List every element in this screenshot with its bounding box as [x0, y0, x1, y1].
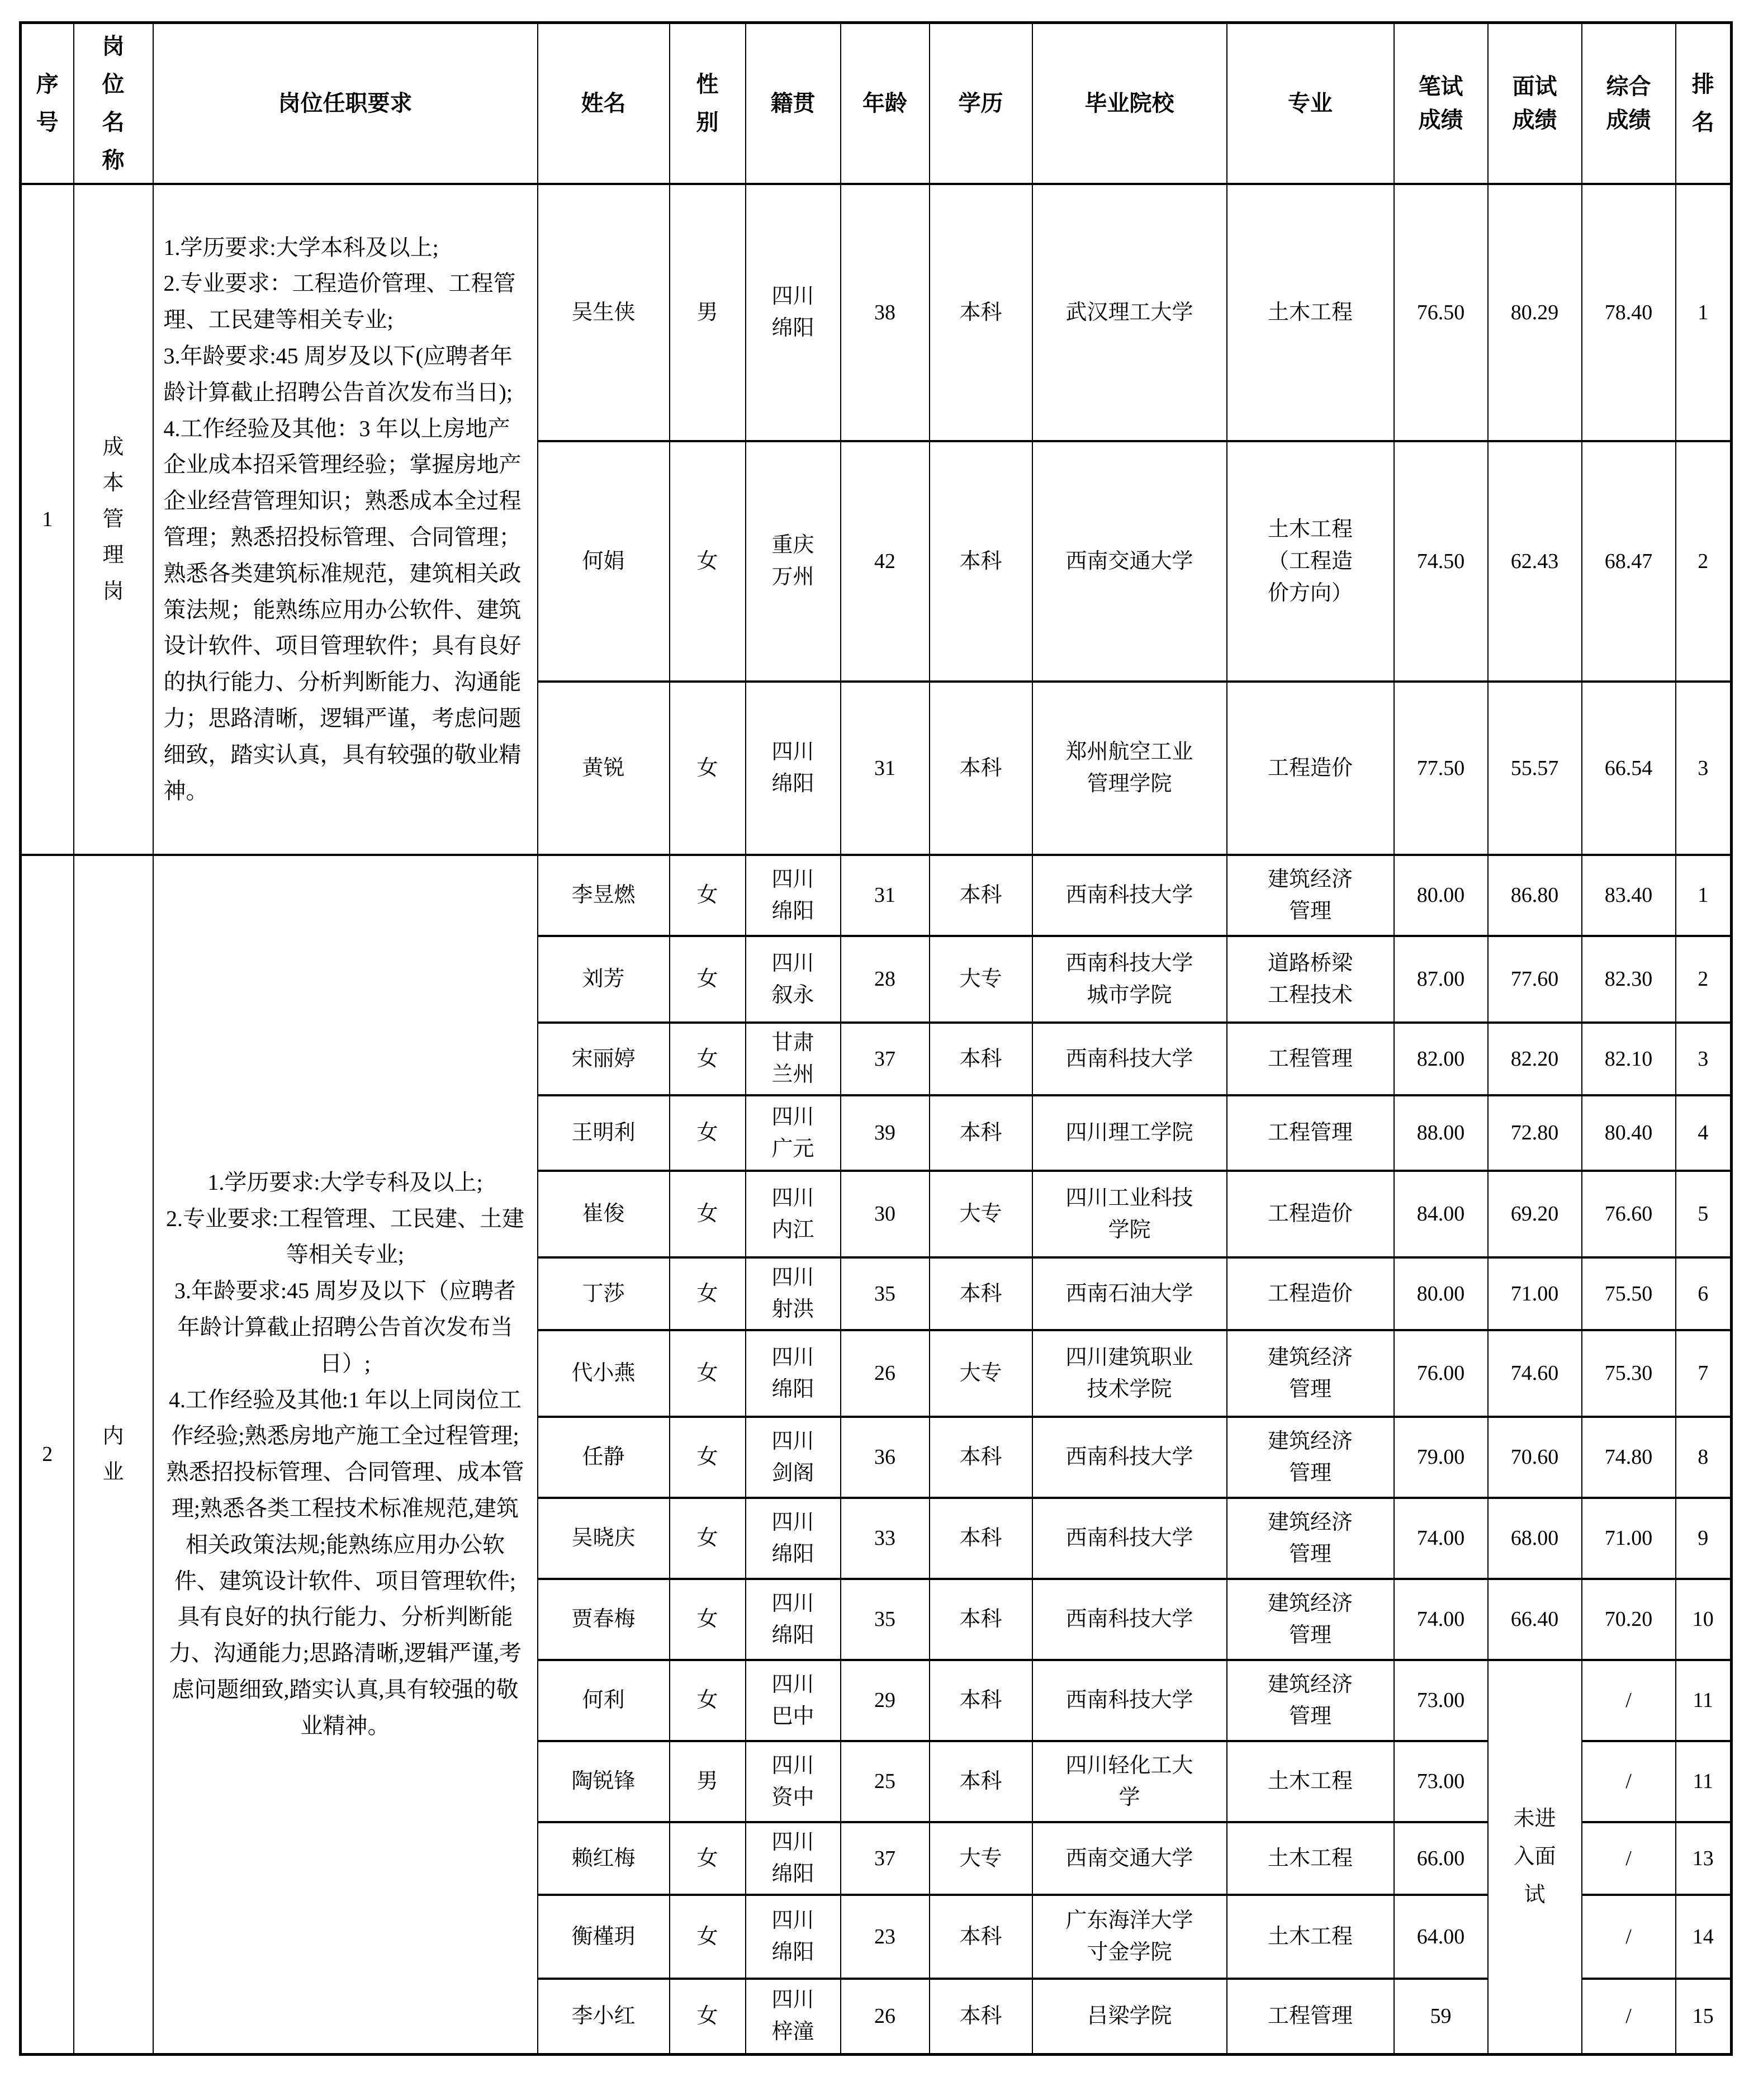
requirement-item: 1.学历要求:大学专科及以上;	[207, 1169, 483, 1195]
interview-score-cell: 74.60	[1488, 1330, 1582, 1417]
school-cell	[1032, 1257, 1227, 1330]
school-cell-text: 西南科技大学	[1065, 1047, 1193, 1071]
gender-cell: 女	[670, 1660, 746, 1741]
interview-score-cell: 82.20	[1488, 1023, 1582, 1095]
interview-score-cell: 86.80	[1488, 855, 1582, 936]
requirement-item: 4.工作经验及其他：3 年以上房地产企业成本招采管理经验；掌握房地产企业经营管理知识；熟悉成本全过程管理；熟悉招投标管理、合同管理；熟悉各类建筑标准规范，建筑相关政策法规；能熟练应用办公软件、建筑设计软件、项目管理软件；具有良好的执行能力、分析判断能力、沟通能力；思路清晰，逻辑严谨，考虑问题细致，踏实认真，具有较强的敬业精神。	[163, 415, 522, 803]
major-cell	[1227, 1330, 1394, 1417]
education-cell: 大专	[930, 1171, 1032, 1257]
gender-cell: 女	[670, 1979, 746, 2054]
name-cell: 代小燕	[538, 1330, 670, 1417]
overall-score-cell: 82.30	[1582, 936, 1676, 1023]
age-cell: 35	[841, 1579, 930, 1660]
header-row	[21, 23, 1732, 185]
overall-score-cell: 70.20	[1582, 1579, 1676, 1660]
overall-score-cell: 78.40	[1582, 184, 1676, 441]
major-cell	[1227, 1822, 1394, 1895]
gender-cell: 女	[670, 1417, 746, 1498]
interview-score-cell: 62.43	[1488, 441, 1582, 682]
seq-cell: 2	[21, 855, 74, 2054]
interview-score-cell: 69.20	[1488, 1171, 1582, 1257]
interview-score-cell: 80.29	[1488, 184, 1582, 441]
name-cell: 吴生侠	[538, 184, 670, 441]
school-cell	[1032, 1660, 1227, 1741]
gender-cell: 女	[670, 1023, 746, 1095]
major-cell-text: 工程管理	[1267, 2004, 1353, 2028]
major-cell	[1227, 936, 1394, 1023]
name-cell: 黄锐	[538, 682, 670, 855]
rank-cell: 13	[1676, 1822, 1732, 1895]
overall-score-cell: 76.60	[1582, 1171, 1676, 1257]
age-cell: 30	[841, 1171, 930, 1257]
school-cell-text: 西南科技大学	[1065, 1607, 1193, 1631]
col-header-interview-score: 面试成绩	[1488, 23, 1582, 185]
col-header-gender: 性别	[670, 23, 746, 185]
candidate-row	[21, 184, 1732, 441]
gender-cell: 女	[670, 682, 746, 855]
written-score-cell: 87.00	[1394, 936, 1488, 1023]
gender-cell: 男	[670, 1741, 746, 1822]
written-score-cell: 73.00	[1394, 1741, 1488, 1822]
hometown-cell-text: 四川广元	[771, 1105, 814, 1161]
gender-cell: 女	[670, 1895, 746, 1979]
education-cell: 本科	[930, 1895, 1032, 1979]
school-cell	[1032, 682, 1227, 855]
rank-cell: 2	[1676, 936, 1732, 1023]
written-score-cell: 80.00	[1394, 1257, 1488, 1330]
school-cell	[1032, 1171, 1227, 1257]
hometown-cell-text: 四川绵阳	[771, 1510, 814, 1566]
age-cell: 33	[841, 1498, 930, 1579]
school-cell-text: 西南交通大学	[1065, 549, 1193, 573]
major-cell	[1227, 855, 1394, 936]
written-score-cell: 66.00	[1394, 1822, 1488, 1895]
written-score-cell: 82.00	[1394, 1023, 1488, 1095]
education-cell: 本科	[930, 1257, 1032, 1330]
written-score-cell: 79.00	[1394, 1417, 1488, 1498]
gender-cell: 女	[670, 1330, 746, 1417]
school-cell	[1032, 1095, 1227, 1171]
school-cell-text: 西南科技大学城市学院	[1065, 951, 1193, 1007]
name-cell: 崔俊	[538, 1171, 670, 1257]
hometown-cell	[746, 1417, 841, 1498]
hometown-cell	[746, 1979, 841, 2054]
name-cell: 陶锐锋	[538, 1741, 670, 1822]
rank-cell: 11	[1676, 1741, 1732, 1822]
written-score-cell: 80.00	[1394, 855, 1488, 936]
age-cell: 29	[841, 1660, 930, 1741]
interview-score-cell: 71.00	[1488, 1257, 1582, 1330]
gender-cell: 女	[670, 1171, 746, 1257]
major-cell-text: 土木工程	[1267, 300, 1353, 324]
hometown-cell-text: 四川绵阳	[771, 867, 814, 923]
name-cell: 宋丽婷	[538, 1023, 670, 1095]
school-cell	[1032, 184, 1227, 441]
major-cell	[1227, 1741, 1394, 1822]
major-cell-text: 工程造价	[1267, 1202, 1353, 1226]
overall-score-cell: 75.50	[1582, 1257, 1676, 1330]
name-cell: 李小红	[538, 1979, 670, 2054]
hometown-cell-text: 四川巴中	[771, 1672, 814, 1728]
interview-score-cell: 72.80	[1488, 1095, 1582, 1171]
interview-score-cell: 68.00	[1488, 1498, 1582, 1579]
name-cell: 李昱燃	[538, 855, 670, 936]
major-cell	[1227, 1171, 1394, 1257]
hometown-cell-text: 甘肃兰州	[771, 1031, 814, 1086]
candidate-row	[21, 855, 1732, 936]
hometown-cell-text: 四川内江	[771, 1186, 814, 1242]
hometown-cell-text: 四川绵阳	[771, 1591, 814, 1647]
gender-cell: 女	[670, 1498, 746, 1579]
overall-score-cell: /	[1582, 1979, 1676, 2054]
gender-cell: 女	[670, 441, 746, 682]
requirements-cell	[153, 855, 538, 2054]
rank-cell: 9	[1676, 1498, 1732, 1579]
school-cell	[1032, 441, 1227, 682]
overall-score-cell: /	[1582, 1660, 1676, 1741]
education-cell: 本科	[930, 1498, 1032, 1579]
major-cell-text: 建筑经济管理	[1267, 1591, 1353, 1647]
written-score-cell: 74.50	[1394, 441, 1488, 682]
rank-cell: 1	[1676, 184, 1732, 441]
school-cell-text: 西南石油大学	[1065, 1281, 1193, 1306]
rank-cell: 10	[1676, 1579, 1732, 1660]
hometown-cell-text: 四川绵阳	[771, 740, 814, 796]
age-cell: 23	[841, 1895, 930, 1979]
col-header-major: 专业	[1227, 23, 1394, 185]
education-cell: 本科	[930, 1579, 1032, 1660]
rank-cell: 3	[1676, 1023, 1732, 1095]
written-score-cell: 74.00	[1394, 1579, 1488, 1660]
education-cell: 本科	[930, 1417, 1032, 1498]
major-cell	[1227, 1579, 1394, 1660]
age-cell: 25	[841, 1741, 930, 1822]
school-cell	[1032, 1895, 1227, 1979]
school-cell	[1032, 1417, 1227, 1498]
hometown-cell	[746, 1023, 841, 1095]
name-cell: 何娟	[538, 441, 670, 682]
name-cell: 刘芳	[538, 936, 670, 1023]
rank-cell: 4	[1676, 1095, 1732, 1171]
name-cell: 吴晓庆	[538, 1498, 670, 1579]
rank-cell: 1	[1676, 855, 1732, 936]
hometown-cell	[746, 441, 841, 682]
interview-score-cell: 55.57	[1488, 682, 1582, 855]
education-cell: 大专	[930, 1330, 1032, 1417]
age-cell: 26	[841, 1330, 930, 1417]
hometown-cell	[746, 1579, 841, 1660]
major-cell	[1227, 1023, 1394, 1095]
name-cell: 何利	[538, 1660, 670, 1741]
school-cell	[1032, 1979, 1227, 2054]
education-cell: 大专	[930, 936, 1032, 1023]
age-cell: 37	[841, 1023, 930, 1095]
major-cell	[1227, 1095, 1394, 1171]
school-cell	[1032, 1579, 1227, 1660]
age-cell: 37	[841, 1822, 930, 1895]
school-cell	[1032, 1498, 1227, 1579]
requirement-item: 2.专业要求：工程造价管理、工程管理、工民建等相关专业;	[163, 271, 516, 333]
overall-score-cell: 74.80	[1582, 1417, 1676, 1498]
written-score-cell: 76.00	[1394, 1330, 1488, 1417]
name-cell: 赖红梅	[538, 1822, 670, 1895]
requirement-item: 2.专业要求:工程管理、工民建、土建等相关专业;	[165, 1205, 525, 1267]
hometown-cell-text: 四川叙永	[771, 951, 814, 1007]
written-score-cell: 64.00	[1394, 1895, 1488, 1979]
overall-score-cell: 83.40	[1582, 855, 1676, 936]
age-cell: 38	[841, 184, 930, 441]
hometown-cell	[746, 1895, 841, 1979]
age-cell: 35	[841, 1257, 930, 1330]
no-interview-cell-text: 未进入面试	[1513, 1806, 1556, 1907]
hometown-cell-text: 四川梓潼	[771, 1988, 814, 2044]
education-cell: 本科	[930, 1023, 1032, 1095]
overall-score-cell: /	[1582, 1741, 1676, 1822]
col-header-written-score: 笔试成绩	[1394, 23, 1488, 185]
school-cell	[1032, 1741, 1227, 1822]
col-header-hometown: 籍贯	[746, 23, 841, 185]
hometown-cell	[746, 1498, 841, 1579]
major-cell-text: 建筑经济管理	[1267, 1510, 1353, 1566]
requirement-item: 3.年龄要求:45 周岁及以下(应聘者年龄计算截止招聘公告首次发布当日);	[163, 343, 513, 405]
hometown-cell	[746, 1330, 841, 1417]
position-cell	[74, 184, 153, 855]
hometown-cell-text: 四川射洪	[771, 1266, 814, 1321]
major-cell	[1227, 441, 1394, 682]
hometown-cell	[746, 1741, 841, 1822]
school-cell-text: 广东海洋大学寸金学院	[1065, 1909, 1193, 1964]
school-cell-text: 西南科技大学	[1065, 1526, 1193, 1550]
major-cell	[1227, 1895, 1394, 1979]
major-cell	[1227, 1417, 1394, 1498]
school-cell	[1032, 936, 1227, 1023]
col-header-name: 姓名	[538, 23, 670, 185]
age-cell: 28	[841, 936, 930, 1023]
written-score-cell: 77.50	[1394, 682, 1488, 855]
name-cell: 任静	[538, 1417, 670, 1498]
overall-score-cell: 80.40	[1582, 1095, 1676, 1171]
gender-cell: 女	[670, 1579, 746, 1660]
education-cell: 本科	[930, 1660, 1032, 1741]
written-score-cell: 73.00	[1394, 1660, 1488, 1741]
rank-cell: 15	[1676, 1979, 1732, 2054]
overall-score-cell: 71.00	[1582, 1498, 1676, 1579]
hometown-cell	[746, 184, 841, 441]
hometown-cell-text: 四川绵阳	[771, 285, 814, 340]
rank-cell: 11	[1676, 1660, 1732, 1741]
major-cell-text: 工程造价	[1267, 756, 1353, 780]
no-interview-cell	[1488, 1660, 1582, 2054]
interview-score-cell: 70.60	[1488, 1417, 1582, 1498]
major-cell	[1227, 1257, 1394, 1330]
requirement-item: 3.年龄要求:45 周岁及以下（应聘者年龄计算截止招聘公告首次发布当日）;	[174, 1278, 516, 1376]
hometown-cell	[746, 1257, 841, 1330]
hometown-cell	[746, 1095, 841, 1171]
gender-cell: 女	[670, 1257, 746, 1330]
rank-cell: 3	[1676, 682, 1732, 855]
col-header-school: 毕业院校	[1032, 23, 1227, 185]
hometown-cell-text: 四川绵阳	[771, 1909, 814, 1964]
interview-score-cell: 66.40	[1488, 1579, 1582, 1660]
education-cell: 本科	[930, 855, 1032, 936]
school-cell	[1032, 1822, 1227, 1895]
hometown-cell-text: 四川资中	[771, 1753, 814, 1809]
school-cell-text: 四川理工学院	[1065, 1121, 1193, 1144]
school-cell	[1032, 1330, 1227, 1417]
major-cell-text: 道路桥梁工程技术	[1267, 951, 1353, 1007]
education-cell: 本科	[930, 1979, 1032, 2054]
gender-cell: 女	[670, 1822, 746, 1895]
name-cell: 王明利	[538, 1095, 670, 1171]
major-cell	[1227, 184, 1394, 441]
overall-score-cell: /	[1582, 1895, 1676, 1979]
major-cell-text: 工程管理	[1267, 1121, 1353, 1144]
position-cell-text: 内业	[102, 1424, 124, 1484]
major-cell-text: 建筑经济管理	[1267, 1429, 1353, 1485]
school-cell-text: 西南科技大学	[1065, 1688, 1193, 1712]
education-cell: 大专	[930, 1822, 1032, 1895]
education-cell: 本科	[930, 682, 1032, 855]
hometown-cell-text: 四川剑阁	[771, 1429, 814, 1485]
overall-score-cell: 82.10	[1582, 1023, 1676, 1095]
hometown-cell	[746, 1171, 841, 1257]
interview-score-cell: 77.60	[1488, 936, 1582, 1023]
education-cell: 本科	[930, 1741, 1032, 1822]
written-score-cell: 76.50	[1394, 184, 1488, 441]
age-cell: 39	[841, 1095, 930, 1171]
major-cell-text: 土木工程	[1267, 1924, 1353, 1948]
school-cell-text: 西南科技大学	[1065, 883, 1193, 907]
name-cell: 丁莎	[538, 1257, 670, 1330]
hometown-cell	[746, 936, 841, 1023]
age-cell: 31	[841, 855, 930, 936]
overall-score-cell: 75.30	[1582, 1330, 1676, 1417]
overall-score-cell: 68.47	[1582, 441, 1676, 682]
written-score-cell: 59	[1394, 1979, 1488, 2054]
age-cell: 36	[841, 1417, 930, 1498]
education-cell: 本科	[930, 1095, 1032, 1171]
major-cell	[1227, 1498, 1394, 1579]
col-header-seq: 序号	[21, 23, 74, 185]
rank-cell: 6	[1676, 1257, 1732, 1330]
written-score-cell: 88.00	[1394, 1095, 1488, 1171]
hometown-cell	[746, 1660, 841, 1741]
rank-cell: 7	[1676, 1330, 1732, 1417]
seq-cell: 1	[21, 184, 74, 855]
school-cell	[1032, 1023, 1227, 1095]
major-cell-text: 建筑经济管理	[1267, 1672, 1353, 1728]
rank-cell: 8	[1676, 1417, 1732, 1498]
major-cell	[1227, 1979, 1394, 2054]
col-header-age: 年龄	[841, 23, 930, 185]
school-cell-text: 郑州航空工业管理学院	[1065, 740, 1193, 796]
school-cell	[1032, 855, 1227, 936]
written-score-cell: 84.00	[1394, 1171, 1488, 1257]
col-header-requirements: 岗位任职要求	[153, 23, 538, 185]
gender-cell: 女	[670, 936, 746, 1023]
major-cell-text: 土木工程（工程造价方向）	[1267, 517, 1353, 605]
school-cell-text: 四川工业科技学院	[1065, 1186, 1193, 1242]
major-cell-text: 土木工程	[1267, 1770, 1353, 1793]
overall-score-cell: 66.54	[1582, 682, 1676, 855]
major-cell-text: 土木工程	[1267, 1846, 1353, 1870]
education-cell: 本科	[930, 184, 1032, 441]
recruitment-results-table	[19, 21, 1733, 2056]
col-header-education: 学历	[930, 23, 1032, 185]
written-score-cell: 74.00	[1394, 1498, 1488, 1579]
school-cell-text: 西南科技大学	[1065, 1445, 1193, 1469]
position-cell	[74, 855, 153, 2054]
hometown-cell	[746, 1822, 841, 1895]
rank-cell: 2	[1676, 441, 1732, 682]
age-cell: 31	[841, 682, 930, 855]
major-cell-text: 工程管理	[1267, 1047, 1353, 1071]
major-cell	[1227, 1660, 1394, 1741]
gender-cell: 男	[670, 184, 746, 441]
age-cell: 26	[841, 1979, 930, 2054]
name-cell: 衡槿玥	[538, 1895, 670, 1979]
school-cell-text: 四川建筑职业技术学院	[1065, 1345, 1193, 1401]
col-header-position: 岗位名称	[74, 23, 153, 185]
hometown-cell-text: 重庆万州	[771, 533, 814, 589]
school-cell-text: 西南交通大学	[1065, 1846, 1193, 1870]
education-cell: 本科	[930, 441, 1032, 682]
hometown-cell	[746, 855, 841, 936]
name-cell: 贾春梅	[538, 1579, 670, 1660]
requirements-cell	[153, 184, 538, 855]
gender-cell: 女	[670, 855, 746, 936]
overall-score-cell: /	[1582, 1822, 1676, 1895]
requirement-item: 4.工作经验及其他:1 年以上同岗位工作经验;熟悉房地产施工全过程管理;熟悉招投标管理、合同管理、成本管理;熟悉各类工程技术标准规范,建筑相关政策法规;能熟练应用办公软件、建筑设计软件、项目管理软件;具有良好的执行能力、分析判断能力、沟通能力;思路清晰,逻辑严谨,考虑问题细致,踏实认真,具有较强的敬业精神。	[166, 1387, 524, 1738]
major-cell-text: 工程造价	[1267, 1281, 1353, 1306]
school-cell-text: 四川轻化工大学	[1065, 1753, 1193, 1809]
major-cell-text: 建筑经济管理	[1267, 867, 1353, 923]
gender-cell: 女	[670, 1095, 746, 1171]
school-cell-text: 吕梁学院	[1087, 2004, 1172, 2028]
position-cell-text: 成本管理岗	[102, 435, 124, 603]
hometown-cell	[746, 682, 841, 855]
school-cell-text: 武汉理工大学	[1065, 300, 1193, 324]
rank-cell: 5	[1676, 1171, 1732, 1257]
age-cell: 42	[841, 441, 930, 682]
rank-cell: 14	[1676, 1895, 1732, 1979]
hometown-cell-text: 四川绵阳	[771, 1831, 814, 1886]
col-header-overall-score: 综合成绩	[1582, 23, 1676, 185]
col-header-rank: 排名	[1676, 23, 1732, 185]
hometown-cell-text: 四川绵阳	[771, 1345, 814, 1401]
major-cell	[1227, 682, 1394, 855]
requirement-item: 1.学历要求:大学本科及以上;	[163, 234, 439, 260]
major-cell-text: 建筑经济管理	[1267, 1345, 1353, 1401]
